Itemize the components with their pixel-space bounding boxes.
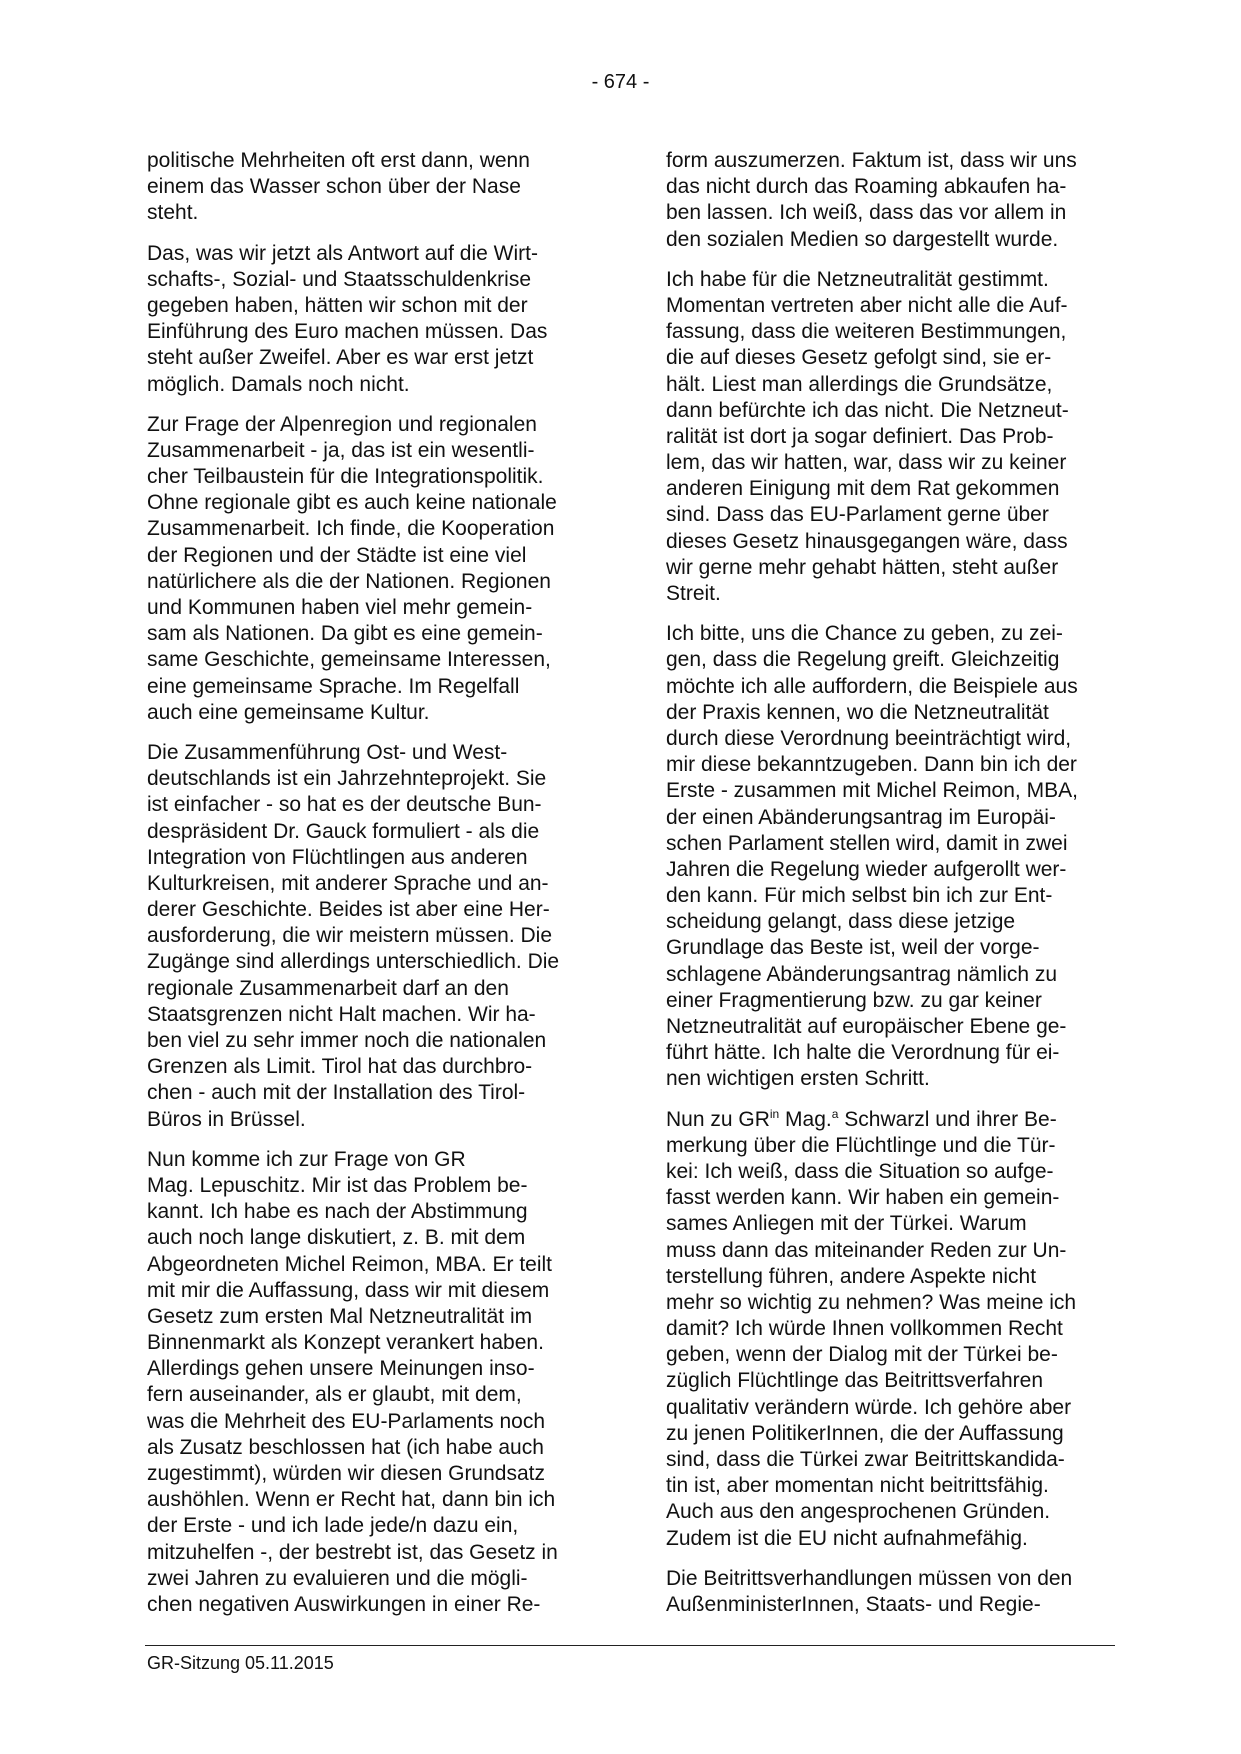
text-line: Erste - zusammen mit Michel Reimon, MBA, [666, 779, 1078, 803]
text-line: Einführung des Euro machen müssen. Das [147, 320, 548, 344]
text-line: Staatsgrenzen nicht Halt machen. Wir ha- [147, 1002, 536, 1026]
paragraph [666, 267, 1116, 607]
text-line: natürlichere als die der Nationen. Regionen [147, 569, 551, 593]
footer-session-date: GR-Sitzung 05.11.2015 [147, 1653, 334, 1673]
text-line: Zur Frage der Alpenregion und regionalen [147, 412, 537, 436]
text-line: züglich Flüchtlinge das Beitrittsverfahren [666, 1369, 1044, 1393]
text-line: Die Zusammenführung Ost- und West- [147, 740, 508, 764]
text-line: kannt. Ich habe es nach der Abstimmung [147, 1200, 528, 1224]
text-line: fasst werden kann. Wir haben ein gemein- [666, 1186, 1060, 1210]
text-line: den kann. Für mich selbst bin ich zur Ent- [666, 884, 1053, 908]
text-line: Ich bitte, uns die Chance zu geben, zu zei- [666, 622, 1063, 646]
text-line: Mag. Lepuschitz. Mir ist das Problem be- [147, 1173, 528, 1197]
text-line: geben, wenn der Dialog mit der Türkei be- [666, 1343, 1058, 1367]
text-line: regionale Zusammenarbeit darf an den [147, 976, 509, 1000]
text-line: tin ist, aber momentan nicht beitrittsfähig. [666, 1474, 1049, 1498]
page-number: - 674 - [591, 71, 650, 93]
text-line: und Kommunen haben viel mehr gemein- [147, 596, 533, 619]
text-line: mitzuhelfen -, der bestrebt ist, das Gesetz in [147, 1540, 558, 1564]
text-line: führt hätte. Ich halte die Verordnung für ei- [666, 1041, 1060, 1065]
text-line: despräsident Dr. Gauck formuliert - als die [147, 819, 540, 843]
text-line: Das, was wir jetzt als Antwort auf die Wirt- [147, 241, 538, 265]
paragraph [147, 241, 597, 398]
text-line: Allerdings gehen unsere Meinungen inso- [147, 1357, 535, 1381]
text-line: chen - auch mit der Installation des Tirol- [147, 1081, 526, 1105]
text-line: Momentan vertreten aber nicht alle die Auf- [666, 293, 1068, 317]
text-line: dieses Gesetz hinausgegangen wäre, dass [666, 529, 1068, 553]
text-line: einer Fragmentierung bzw. zu gar keiner [666, 988, 1042, 1012]
text-line: Zudem ist die EU nicht aufnahmefähig. [666, 1526, 1028, 1550]
text-line: chen negativen Auswirkungen in einer Re- [147, 1592, 541, 1616]
text-line: Grenzen als Limit. Tirol hat das durchbro- [147, 1055, 533, 1079]
text-line: durch diese Verordnung beeinträchtigt wird, [666, 726, 1072, 750]
footer-divider [145, 1645, 1115, 1646]
text-line: ben lassen. Ich weiß, dass das vor allem in [666, 201, 1067, 225]
paragraph [666, 1566, 1116, 1618]
text-line: möchte ich alle auffordern, die Beispiele aus [666, 674, 1078, 698]
text-line: terstellung führen, andere Aspekte nicht [666, 1264, 1037, 1288]
paragraph [147, 148, 597, 227]
text-line: anderen Einigung mit dem Rat gekommen [666, 477, 1060, 501]
text-line: sames Anliegen mit der Türkei. Warum [666, 1212, 1027, 1236]
text-line: Gesetz zum ersten Mal Netzneutralität im [147, 1304, 533, 1328]
text-line: politische Mehrheiten oft erst dann, wenn [147, 149, 530, 172]
text-line: Die Beitrittsverhandlungen müssen von den [666, 1566, 1073, 1590]
text-line: AußenministerInnen, Staats- und Regie- [666, 1592, 1041, 1616]
text-line: nen wichtigen ersten Schritt. [666, 1067, 930, 1091]
paragraph [666, 1107, 1116, 1552]
text-line: Kulturkreisen, mit anderer Sprache und an- [147, 871, 549, 895]
text-line: gegeben haben, hätten wir schon mit der [147, 293, 528, 317]
text-line: hält. Liest man allerdings die Grundsätze, [666, 372, 1053, 396]
text-line: merkung über die Flüchtlinge und die Tür- [666, 1133, 1056, 1157]
text-line: schen Parlament stellen wird, damit in zwei [666, 831, 1068, 855]
left-column [147, 148, 597, 1632]
text-line: wir gerne mehr gehabt hätten, steht außer [666, 555, 1059, 579]
text-line: eine gemeinsame Sprache. Im Regelfall [147, 674, 520, 698]
text-line: sind, dass die Türkei zwar Beitrittskandida- [666, 1448, 1065, 1471]
text-line: Auch aus den angesprochenen Gründen. [666, 1500, 1051, 1524]
text-line: zugestimmt), würden wir diesen Grundsatz [147, 1462, 545, 1485]
text-line: muss dann das miteinander Reden zur Un- [666, 1238, 1067, 1262]
text-line: ist einfacher - so hat es der deutsche Bun- [147, 793, 542, 817]
text-line: dann befürchte ich das nicht. Die Netzneut- [666, 398, 1069, 422]
text-line: cher Teilbaustein für die Integrationspolitik. [147, 465, 544, 489]
text-line: Netzneutralität auf europäischer Ebene ge- [666, 1015, 1067, 1038]
text-line: das nicht durch das Roaming abkaufen ha- [666, 175, 1067, 199]
text-line: ausforderung, die wir meistern müssen. Die [147, 924, 553, 948]
text-line: der einen Abänderungsantrag im Europäi- [666, 805, 1056, 829]
text-line: den sozialen Medien so dargestellt wurde. [666, 227, 1059, 251]
text-line: Büros in Brüssel. [147, 1107, 306, 1131]
text-line: der Erste - und ich lade jede/n dazu ein, [147, 1514, 519, 1538]
text-line: Streit. [666, 582, 721, 605]
text-line: Binnenmarkt als Konzept verankert haben. [147, 1331, 544, 1355]
text-line: sam als Nationen. Da gibt es eine gemein- [147, 622, 543, 646]
text-line: Abgeordneten Michel Reimon, MBA. Er teilt [147, 1252, 553, 1276]
text-line: fassung, dass die weiteren Bestimmungen, [666, 320, 1067, 344]
superscript: in [769, 1106, 780, 1121]
superscript: a [831, 1106, 839, 1121]
text-line: Zusammenarbeit. Ich finde, die Kooperation [147, 517, 555, 541]
text-line: der Praxis kennen, wo die Netzneutralität [666, 700, 1049, 724]
text-line: kei: Ich weiß, dass die Situation so aufge- [666, 1159, 1054, 1183]
text-line: als Zusatz beschlossen hat (ich habe auch [147, 1435, 544, 1459]
paragraph [147, 1147, 597, 1618]
text-line: Grundlage das Beste ist, weil der vorge- [666, 936, 1040, 960]
text-line: ralität ist dort ja sogar definiert. Das Prob- [666, 424, 1054, 448]
text-line: schlagene Abänderungsantrag nämlich zu [666, 962, 1058, 986]
text-line: zu jenen PolitikerInnen, die der Auffassung [666, 1421, 1064, 1445]
text-line: schafts-, Sozial- und Staatsschuldenkrise [147, 267, 532, 291]
text-line: mir diese bekanntzugeben. Dann bin ich der [666, 753, 1077, 777]
text-line: scheidung gelangt, dass diese jetzige [666, 910, 1016, 934]
text-line: fern auseinander, als er glaubt, mit dem, [147, 1383, 522, 1407]
text-line: Jahren die Regelung wieder aufgerollt wer- [666, 857, 1067, 881]
text-line: Ich habe für die Netzneutralität gestimmt. [666, 267, 1049, 291]
text-line: Integration von Flüchtlingen aus anderen [147, 845, 528, 869]
text-line: lem, das wir hatten, war, dass wir zu keiner [666, 451, 1067, 475]
text-line: Nun zu $GR^{in}$ Mag.$^a$ Schwarzl und ihrer Be- [666, 1106, 1057, 1131]
text-line: Ohne regionale gibt es auch keine nationale [147, 491, 557, 515]
text-line: was die Mehrheit des EU-Parlaments noch [147, 1409, 546, 1433]
text-line: Zugänge sind allerdings unterschiedlich. Die [147, 950, 560, 974]
right-column [666, 148, 1116, 1632]
text-line: einem das Wasser schon über der Nase [147, 175, 521, 199]
text-line: auch eine gemeinsame Kultur. [147, 700, 430, 724]
text-line: Nun komme ich zur Frage von GR [147, 1147, 466, 1171]
paragraph [147, 740, 597, 1133]
text-line: mit mir die Auffassung, dass wir mit diesem [147, 1278, 550, 1302]
text-line: aushöhlen. Wenn er Recht hat, dann bin ich [147, 1488, 556, 1512]
text-line: qualitativ verändern würde. Ich gehöre aber [666, 1395, 1072, 1419]
text-line: möglich. Damals noch nicht. [147, 372, 410, 396]
text-line: die auf dieses Gesetz gefolgt sind, sie er- [666, 346, 1052, 370]
text-line: steht. [147, 201, 199, 225]
text-line: form auszumerzen. Faktum ist, dass wir uns [666, 149, 1077, 172]
text-line: deutschlands ist ein Jahrzehnteprojekt. Sie [147, 767, 547, 791]
text-line: auch noch lange diskutiert, z. B. mit dem [147, 1226, 526, 1250]
text-line: damit? Ich würde Ihnen vollkommen Recht [666, 1317, 1063, 1341]
text-line: same Geschichte, gemeinsame Interessen, [147, 648, 551, 672]
paragraph [147, 412, 597, 726]
paragraph [666, 621, 1116, 1092]
text-line: ben viel zu sehr immer noch die nationalen [147, 1029, 547, 1052]
text-line: sind. Dass das EU-Parlament gerne über [666, 503, 1049, 527]
paragraph [666, 148, 1116, 253]
text-line: zwei Jahren zu evaluieren und die mögli- [147, 1566, 528, 1590]
text-line: der Regionen und der Städte ist eine viel [147, 543, 527, 567]
text-line: derer Geschichte. Beides ist aber eine Her- [147, 898, 550, 922]
text-line: gen, dass die Regelung greift. Gleichzeitig [666, 648, 1060, 672]
text-line: steht außer Zweifel. Aber es war erst jetzt [147, 346, 534, 370]
text-line: Zusammenarbeit - ja, das ist ein wesentli- [147, 438, 535, 462]
text-line: mehr so wichtig zu nehmen? Was meine ich [666, 1290, 1077, 1314]
